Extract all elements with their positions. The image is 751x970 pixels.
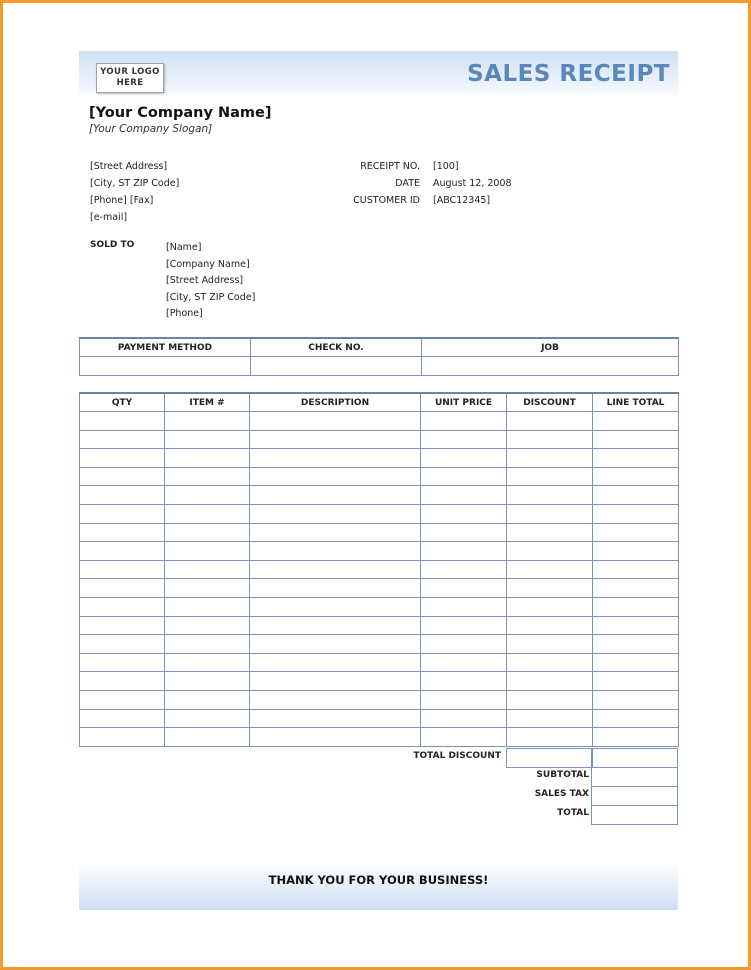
payment-table bbox=[79, 337, 679, 376]
description-cell[interactable] bbox=[250, 672, 421, 691]
line-total-cell[interactable] bbox=[593, 653, 679, 672]
table-row bbox=[80, 597, 679, 616]
date-label: DATE bbox=[395, 178, 420, 189]
description-cell[interactable] bbox=[250, 690, 421, 709]
line-total-cell[interactable] bbox=[593, 579, 679, 598]
company-address bbox=[90, 158, 179, 226]
qty-cell[interactable] bbox=[80, 709, 165, 728]
qty-cell[interactable] bbox=[80, 523, 165, 542]
line-total-cell[interactable] bbox=[593, 412, 679, 431]
qty-cell[interactable] bbox=[80, 449, 165, 468]
thank-you-message: THANK YOU FOR YOUR BUSINESS! bbox=[268, 873, 489, 887]
table-row bbox=[80, 449, 679, 468]
discount-cell[interactable] bbox=[507, 430, 593, 449]
qty-cell[interactable] bbox=[80, 412, 165, 431]
unit-price-cell[interactable] bbox=[421, 449, 507, 468]
description-cell[interactable] bbox=[250, 412, 421, 431]
unit-price-cell[interactable] bbox=[421, 690, 507, 709]
description-cell[interactable] bbox=[250, 486, 421, 505]
discount-cell[interactable] bbox=[507, 653, 593, 672]
item-number-cell[interactable] bbox=[165, 523, 250, 542]
qty-cell[interactable] bbox=[80, 635, 165, 654]
description-cell[interactable] bbox=[250, 449, 421, 468]
description-header: DESCRIPTION bbox=[250, 393, 421, 412]
line-total-cell[interactable] bbox=[593, 430, 679, 449]
discount-cell[interactable] bbox=[507, 560, 593, 579]
line-total-cell[interactable] bbox=[593, 523, 679, 542]
table-row bbox=[80, 523, 679, 542]
sold-to-street[interactable]: [Street Address] bbox=[166, 275, 244, 286]
description-cell[interactable] bbox=[250, 597, 421, 616]
job-header: JOB bbox=[422, 338, 679, 357]
unit-price-cell[interactable] bbox=[421, 412, 507, 431]
item-number-cell[interactable] bbox=[165, 430, 250, 449]
address-phone-fax[interactable]: [Phone] [Fax] bbox=[90, 195, 154, 206]
total-cell[interactable] bbox=[591, 805, 678, 825]
company-name[interactable]: [Your Company Name] bbox=[89, 105, 272, 121]
item-number-cell[interactable] bbox=[165, 579, 250, 598]
table-row bbox=[80, 672, 679, 691]
description-cell[interactable] bbox=[250, 635, 421, 654]
line-total-cell[interactable] bbox=[593, 709, 679, 728]
item-number-cell[interactable] bbox=[165, 728, 250, 747]
subtotal-cell[interactable] bbox=[591, 767, 678, 787]
table-row bbox=[80, 542, 679, 561]
table-row bbox=[80, 579, 679, 598]
total-discount-label: TOTAL DISCOUNT bbox=[413, 751, 501, 761]
qty-cell[interactable] bbox=[80, 430, 165, 449]
unit-price-cell[interactable] bbox=[421, 672, 507, 691]
sold-to-city[interactable]: [City, ST ZIP Code] bbox=[166, 291, 256, 303]
unit-price-cell[interactable] bbox=[421, 579, 507, 598]
total-label: TOTAL bbox=[557, 808, 589, 818]
discount-cell[interactable] bbox=[507, 616, 593, 635]
description-cell[interactable] bbox=[250, 579, 421, 598]
total-discount-line-cell[interactable] bbox=[591, 748, 678, 768]
line-total-cell[interactable] bbox=[593, 542, 679, 561]
unit-price-cell[interactable] bbox=[421, 504, 507, 523]
qty-cell[interactable] bbox=[80, 728, 165, 747]
qty-cell[interactable] bbox=[80, 467, 165, 486]
unit-price-cell[interactable] bbox=[421, 597, 507, 616]
address-email[interactable]: [e-mail] bbox=[90, 212, 128, 223]
table-row bbox=[80, 467, 679, 486]
job-cell[interactable] bbox=[422, 357, 679, 376]
qty-cell[interactable] bbox=[80, 560, 165, 579]
subtotal-label: SUBTOTAL bbox=[536, 770, 589, 780]
total-discount-cell[interactable] bbox=[506, 748, 593, 768]
line-total-cell[interactable] bbox=[593, 728, 679, 747]
qty-cell[interactable] bbox=[80, 690, 165, 709]
unit-price-cell[interactable] bbox=[421, 560, 507, 579]
unit-price-cell[interactable] bbox=[421, 467, 507, 486]
items-table bbox=[79, 392, 679, 747]
check-no-header: CHECK NO. bbox=[251, 338, 422, 357]
discount-cell[interactable] bbox=[507, 597, 593, 616]
table-row bbox=[80, 486, 679, 505]
discount-cell[interactable] bbox=[507, 449, 593, 468]
description-cell[interactable] bbox=[250, 467, 421, 486]
item-number-cell[interactable] bbox=[165, 690, 250, 709]
receipt-number-label: RECEIPT NO. bbox=[360, 161, 420, 172]
description-cell[interactable] bbox=[250, 430, 421, 449]
description-cell[interactable] bbox=[250, 653, 421, 672]
qty-cell[interactable] bbox=[80, 653, 165, 672]
line-total-cell[interactable] bbox=[593, 635, 679, 654]
item-number-cell[interactable] bbox=[165, 560, 250, 579]
description-cell[interactable] bbox=[250, 616, 421, 635]
unit-price-header: UNIT PRICE bbox=[421, 393, 507, 412]
item-number-cell[interactable] bbox=[165, 467, 250, 486]
line-total-cell[interactable] bbox=[593, 597, 679, 616]
line-total-cell[interactable] bbox=[593, 504, 679, 523]
discount-cell[interactable] bbox=[507, 523, 593, 542]
discount-cell[interactable] bbox=[507, 579, 593, 598]
table-row bbox=[80, 616, 679, 635]
discount-cell[interactable] bbox=[507, 709, 593, 728]
check-no-cell[interactable] bbox=[251, 357, 422, 376]
item-number-header: ITEM # bbox=[165, 393, 250, 412]
unit-price-cell[interactable] bbox=[421, 542, 507, 561]
line-total-header: LINE TOTAL bbox=[593, 393, 679, 412]
item-number-cell[interactable] bbox=[165, 653, 250, 672]
qty-header: QTY bbox=[80, 393, 165, 412]
qty-cell[interactable] bbox=[80, 486, 165, 505]
receipt-number-value[interactable]: [100] bbox=[433, 161, 459, 172]
discount-cell[interactable] bbox=[507, 728, 593, 747]
line-total-cell[interactable] bbox=[593, 467, 679, 486]
discount-cell[interactable] bbox=[507, 486, 593, 505]
description-cell[interactable] bbox=[250, 542, 421, 561]
sold-to-label: SOLD TO bbox=[90, 240, 135, 250]
qty-cell[interactable] bbox=[80, 597, 165, 616]
item-number-cell[interactable] bbox=[165, 635, 250, 654]
discount-header: DISCOUNT bbox=[507, 393, 593, 412]
sold-to-name[interactable]: [Name] bbox=[166, 242, 202, 253]
sales-tax-label: SALES TAX bbox=[534, 789, 589, 799]
item-number-cell[interactable] bbox=[165, 542, 250, 561]
unit-price-cell[interactable] bbox=[421, 635, 507, 654]
qty-cell[interactable] bbox=[80, 616, 165, 635]
item-number-cell[interactable] bbox=[165, 449, 250, 468]
payment-method-header: PAYMENT METHOD bbox=[80, 338, 251, 357]
discount-cell[interactable] bbox=[507, 690, 593, 709]
table-row bbox=[80, 504, 679, 523]
receipt-info bbox=[334, 158, 512, 209]
sold-to-block bbox=[166, 240, 255, 323]
discount-cell[interactable] bbox=[507, 542, 593, 561]
unit-price-cell[interactable] bbox=[421, 653, 507, 672]
page-title: SALES RECEIPT bbox=[467, 61, 670, 87]
line-total-cell[interactable] bbox=[593, 616, 679, 635]
table-row bbox=[80, 430, 679, 449]
qty-cell[interactable] bbox=[80, 579, 165, 598]
discount-cell[interactable] bbox=[507, 672, 593, 691]
qty-cell[interactable] bbox=[80, 672, 165, 691]
qty-cell[interactable] bbox=[80, 542, 165, 561]
item-number-cell[interactable] bbox=[165, 597, 250, 616]
sales-tax-cell[interactable] bbox=[591, 786, 678, 806]
unit-price-cell[interactable] bbox=[421, 523, 507, 542]
table-row bbox=[80, 709, 679, 728]
discount-cell[interactable] bbox=[507, 467, 593, 486]
table-row bbox=[80, 690, 679, 709]
table-row bbox=[80, 653, 679, 672]
payment-method-cell[interactable] bbox=[80, 357, 251, 376]
table-row bbox=[80, 560, 679, 579]
date-value[interactable]: August 12, 2008 bbox=[433, 178, 512, 189]
address-street[interactable]: [Street Address] bbox=[90, 161, 168, 172]
sold-to-phone[interactable]: [Phone] bbox=[166, 308, 203, 319]
logo-placeholder bbox=[96, 63, 164, 93]
line-total-cell[interactable] bbox=[593, 449, 679, 468]
description-cell[interactable] bbox=[250, 523, 421, 542]
discount-cell[interactable] bbox=[507, 635, 593, 654]
unit-price-cell[interactable] bbox=[421, 709, 507, 728]
address-city[interactable]: [City, ST ZIP Code] bbox=[90, 178, 180, 189]
description-cell[interactable] bbox=[250, 709, 421, 728]
unit-price-cell[interactable] bbox=[421, 430, 507, 449]
logo-line-1: YOUR LOGO bbox=[100, 67, 160, 77]
line-total-cell[interactable] bbox=[593, 560, 679, 579]
description-cell[interactable] bbox=[250, 560, 421, 579]
description-cell[interactable] bbox=[250, 504, 421, 523]
item-number-cell[interactable] bbox=[165, 672, 250, 691]
table-row bbox=[80, 412, 679, 431]
item-number-cell[interactable] bbox=[165, 616, 250, 635]
line-total-cell[interactable] bbox=[593, 486, 679, 505]
table-row bbox=[80, 728, 679, 747]
item-number-cell[interactable] bbox=[165, 412, 250, 431]
discount-cell[interactable] bbox=[507, 412, 593, 431]
qty-cell[interactable] bbox=[80, 504, 165, 523]
description-cell[interactable] bbox=[250, 728, 421, 747]
item-number-cell[interactable] bbox=[165, 486, 250, 505]
line-total-cell[interactable] bbox=[593, 690, 679, 709]
receipt-page bbox=[79, 51, 678, 911]
unit-price-cell[interactable] bbox=[421, 616, 507, 635]
item-number-cell[interactable] bbox=[165, 709, 250, 728]
unit-price-cell[interactable] bbox=[421, 728, 507, 747]
discount-cell[interactable] bbox=[507, 504, 593, 523]
line-total-cell[interactable] bbox=[593, 672, 679, 691]
logo-line-2: HERE bbox=[116, 78, 144, 88]
table-row bbox=[80, 635, 679, 654]
unit-price-cell[interactable] bbox=[421, 486, 507, 505]
item-number-cell[interactable] bbox=[165, 504, 250, 523]
sold-to-company[interactable]: [Company Name] bbox=[166, 258, 250, 270]
customer-id-label: CUSTOMER ID bbox=[353, 195, 420, 206]
company-slogan[interactable]: [Your Company Slogan] bbox=[89, 123, 213, 135]
customer-id-value[interactable]: [ABC12345] bbox=[433, 195, 491, 206]
